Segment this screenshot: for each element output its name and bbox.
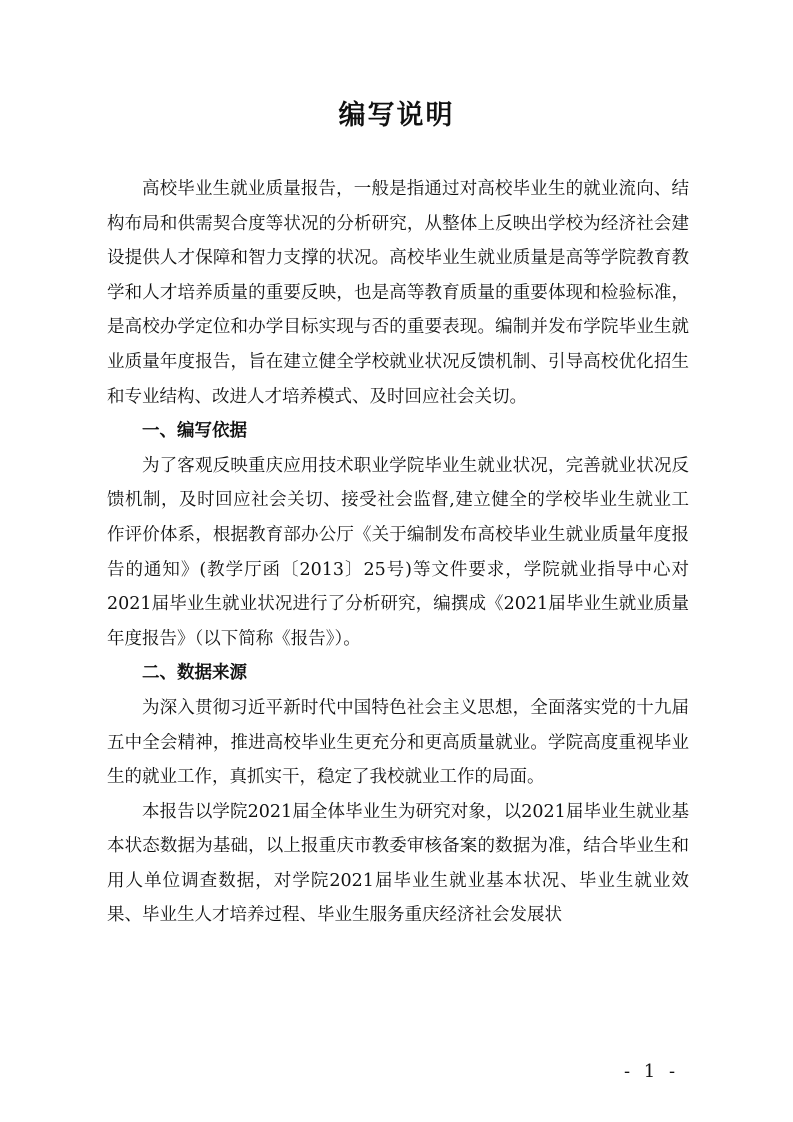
data-source-paragraph-1: 为深入贯彻习近平新时代中国特色社会主义思想，全面落实党的十九届五中全会精神，推进高校毕业生更充分和更高质量就业。学院高度重视毕业生的就业工作，真抓实干，稳定了我校就业工作的局面。 bbox=[107, 697, 689, 788]
data-source-paragraph-2: 本报告以学院2021届全体毕业生为研究对象，以2021届毕业生就业基本状态数据为基础，以上报重庆市教委审核备案的数据为准，结合毕业生和用人单位调查数据，对学院2021届毕业生就业基本状况、毕业生就业效果、毕业生人才培养过程、毕业生服务重庆经济社会发展状 bbox=[107, 801, 689, 926]
basis-paragraph: 为了客观反映重庆应用技术职业学院毕业生就业状况，完善就业状况反馈机制，及时回应社会关切、接受社会监督,建立健全的学校毕业生就业工作评价体系，根据教育部办公厅《关于编制发布高校毕业生就业质量年度报告的通知》(教学厅函〔2013〕25号)等文件要求，学院就业指导中心对2021届毕业生就业状况进行了分析研究，编撰成《2021届毕业生就业质量年度报告》（以下简称《报告》）。 bbox=[107, 455, 689, 649]
intro-paragraph: 高校毕业生就业质量报告，一般是指通过对高校毕业生的就业流向、结构布局和供需契合度等状况的分析研究，从整体上反映出学校为经济社会建设提供人才保障和智力支撑的状况。高校毕业生就业质量是高等学院教育教学和人才培养质量的重要反映，也是高等教育质量的重要体现和检验标准，是高校办学定位和办学目标实现与否的重要表现。编制并发布学院毕业生就业质量年度报告，旨在建立健全学校就业状况反馈机制、引导高校优化招生和专业结构、改进人才培养模式、及时回应社会关切。 bbox=[107, 179, 689, 407]
section-heading-data-source: 二、数据来源 bbox=[142, 663, 247, 684]
page-number: - 1 - bbox=[624, 1061, 680, 1082]
section-heading-basis: 一、编写依据 bbox=[142, 421, 247, 442]
document-body bbox=[107, 172, 689, 933]
page-title: 编写说明 bbox=[338, 100, 455, 131]
